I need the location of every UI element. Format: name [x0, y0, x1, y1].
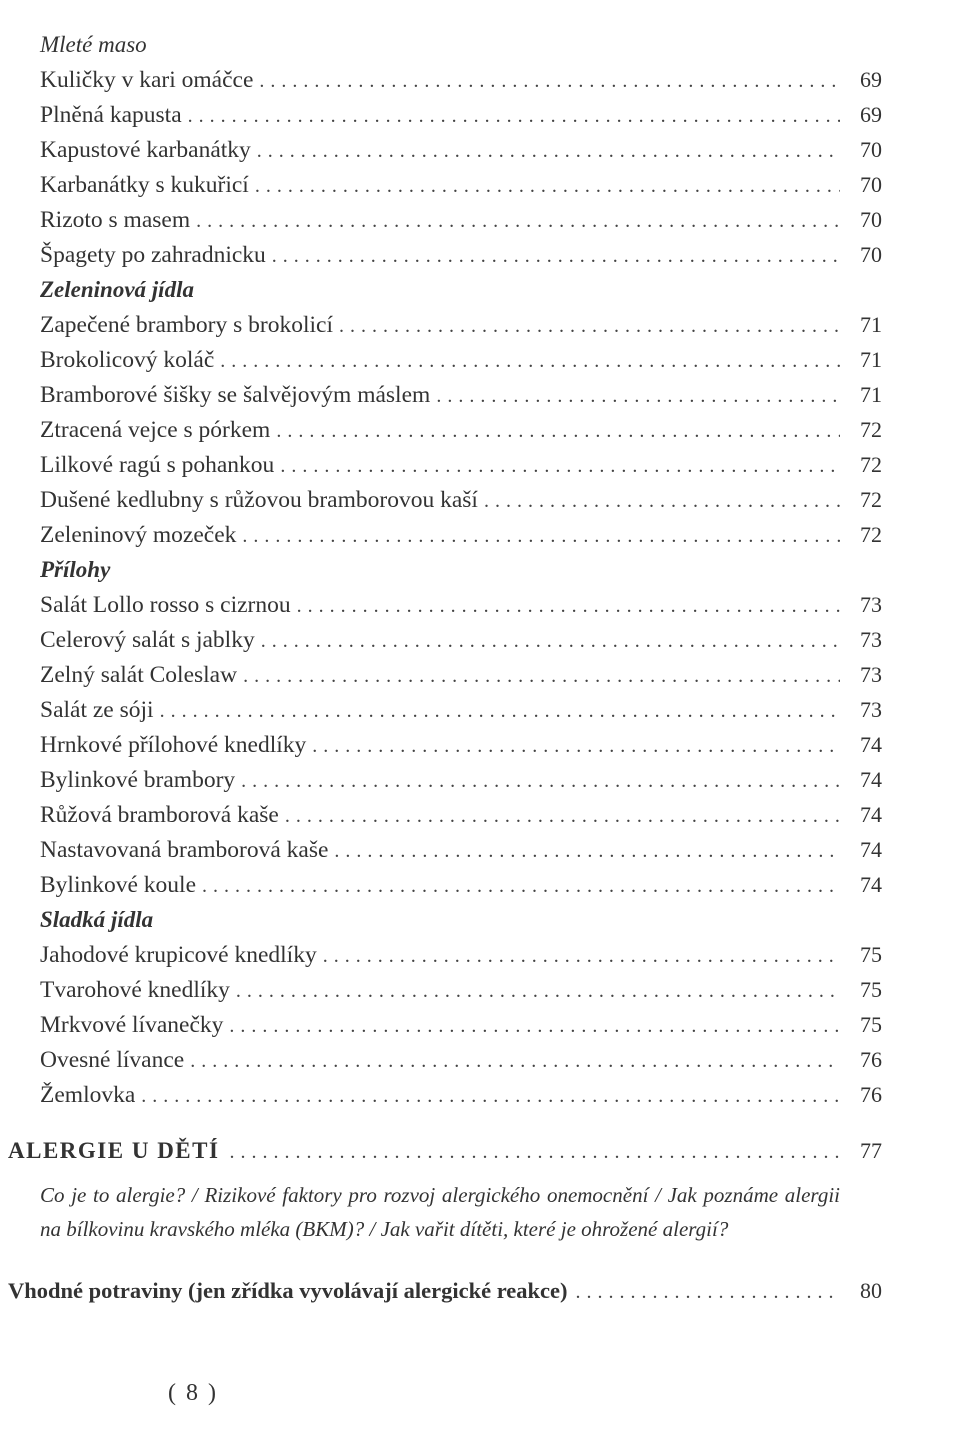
entry-page-number: 71: [860, 312, 882, 337]
chapter-description: Co je to alergie? / Rizikové faktory pro rozvoj alergického onemocnění / Jak poznáme alergii na bílkovinu kravského mléka (BKM)? / Jak vařit dítěti, které je ohrožené alergií?: [40, 1183, 840, 1241]
entry-title: Brokolicový koláč: [40, 347, 215, 373]
toc-entry: [40, 447, 882, 482]
entry-page-number: 74: [860, 802, 882, 827]
toc-entry: [40, 1007, 882, 1042]
dot-leader: [229, 1009, 840, 1044]
entry-page-number: 74: [860, 732, 882, 757]
dot-leader: [160, 694, 840, 729]
entry-page-number: 70: [860, 207, 882, 232]
dot-leader: [280, 449, 840, 484]
toc-entry: [40, 482, 882, 517]
toc-entry: [40, 657, 882, 692]
dot-leader: [255, 169, 840, 204]
entry-page-number: 73: [860, 697, 882, 722]
toc-entry: [40, 307, 882, 342]
dot-leader: [241, 764, 840, 799]
toc-entry: [40, 377, 882, 412]
entry-title: Celerový salát s jablky: [40, 627, 255, 653]
entry-title: Ovesné lívance: [40, 1047, 185, 1073]
dot-leader: [276, 414, 840, 449]
toc-entry: [40, 412, 882, 447]
entry-page-number: 72: [860, 452, 882, 477]
toc-entry: [40, 132, 882, 167]
entry-title: Salát ze sóji: [40, 697, 154, 723]
entry-title: Zeleninový mozeček: [40, 522, 237, 548]
entry-title: Nastavovaná bramborová kaše: [40, 837, 329, 863]
toc-entry: [40, 517, 882, 552]
entry-title: Zapečené brambory s brokolicí: [40, 312, 333, 338]
dot-leader: [141, 1079, 840, 1114]
entry-page-number: 74: [860, 837, 882, 862]
toc-entry: [40, 937, 882, 972]
dot-leader: [334, 834, 840, 869]
dot-leader: [259, 64, 840, 99]
entry-title: Hrnkové přílohové knedlíky: [40, 732, 307, 758]
dot-leader: [297, 589, 840, 624]
dot-leader: [576, 1281, 840, 1304]
chapter-title: ALERGIE U DĚTÍ: [8, 1138, 220, 1163]
entry-page-number: 69: [860, 67, 882, 92]
dot-leader: [436, 379, 840, 414]
dot-leader: [339, 309, 840, 344]
entry-page-number: 75: [860, 1012, 882, 1037]
dot-leader: [236, 974, 840, 1009]
entry-title: Salát Lollo rosso s cizrnou: [40, 592, 291, 618]
category-heading: Zeleninová jídla: [40, 277, 194, 302]
entry-page-number: 69: [860, 102, 882, 127]
entry-title: Karbanátky s kukuřicí: [40, 172, 249, 198]
entry-page-number: 73: [860, 627, 882, 652]
category-heading: Přílohy: [40, 557, 111, 582]
entry-title: Rizoto s masem: [40, 207, 191, 233]
entry-page-number: 73: [860, 662, 882, 687]
entry-page-number: 70: [860, 242, 882, 267]
dot-leader: [484, 484, 840, 519]
entry-page-number: 76: [860, 1082, 882, 1107]
dot-leader: [323, 939, 840, 974]
entry-page-number: 76: [860, 1047, 882, 1072]
dot-leader: [190, 1044, 840, 1079]
toc-entry: [40, 972, 882, 1007]
toc-entry: [40, 62, 882, 97]
entry-title: Dušené kedlubny s růžovou bramborovou kaší: [40, 487, 478, 513]
entry-page-number: 71: [860, 347, 882, 372]
dot-leader: [257, 134, 840, 169]
entry-title: Kapustové karbanátky: [40, 137, 251, 163]
dot-leader: [285, 799, 840, 834]
subchapter-entry: [8, 1278, 882, 1304]
toc-entry: [40, 1042, 882, 1077]
toc-entry: [40, 692, 882, 727]
page-folio: ( 8 ): [168, 1380, 218, 1406]
entry-page-number: 70: [860, 137, 882, 162]
entry-page-number: 75: [860, 942, 882, 967]
entry-title: Bylinkové koule: [40, 872, 196, 898]
entry-title: Špagety po zahradnicku: [40, 242, 266, 268]
dot-leader: [229, 1141, 840, 1164]
dot-leader: [220, 344, 840, 379]
toc-entry: [40, 832, 882, 867]
entry-page-number: 70: [860, 172, 882, 197]
entry-title: Plněná kapusta: [40, 102, 182, 128]
entry-page-number: 74: [860, 767, 882, 792]
entry-page-number: 72: [860, 487, 882, 512]
entry-page-number: 74: [860, 872, 882, 897]
dot-leader: [202, 869, 840, 904]
entry-page-number: 71: [860, 382, 882, 407]
subchapter-title: Vhodné potraviny (jen zřídka vyvolávají alergické reakce): [8, 1278, 568, 1303]
entry-title: Ztracená vejce s pórkem: [40, 417, 271, 443]
dot-leader: [243, 659, 840, 694]
toc-entry: [40, 237, 882, 272]
entry-title: Zelný salát Coleslaw: [40, 662, 238, 688]
entry-page-number: 72: [860, 417, 882, 442]
toc-entry: [40, 797, 882, 832]
chapter-entry: [8, 1138, 882, 1164]
toc-entry: [40, 202, 882, 237]
entry-title: Bylinkové brambory: [40, 767, 236, 793]
entry-page-number: 72: [860, 522, 882, 547]
dot-leader: [261, 624, 840, 659]
toc-entry: [40, 867, 882, 902]
toc-entry: [40, 1077, 882, 1112]
entry-title: Žemlovka: [40, 1082, 136, 1108]
subchapter-page-number: 80: [860, 1278, 882, 1303]
chapter-page-number: 77: [860, 1138, 882, 1163]
toc-entry: [40, 727, 882, 762]
entry-title: Jahodové krupicové knedlíky: [40, 942, 317, 968]
dot-leader: [196, 204, 840, 239]
entry-title: Kuličky v kari omáčce: [40, 67, 254, 93]
toc-entry: [40, 342, 882, 377]
toc-entry: [40, 97, 882, 132]
toc-entry: [40, 587, 882, 622]
entry-title: Lilkové ragú s pohankou: [40, 452, 275, 478]
dot-leader: [312, 729, 840, 764]
toc-sections: [40, 27, 882, 1112]
toc-entry: [40, 762, 882, 797]
entry-title: Bramborové šišky se šalvějovým máslem: [40, 382, 431, 408]
dot-leader: [188, 99, 840, 134]
entry-title: Růžová bramborová kaše: [40, 802, 279, 828]
category-heading: Sladká jídla: [40, 907, 154, 932]
toc-entry: [40, 167, 882, 202]
category-heading: Mleté maso: [40, 32, 147, 57]
entry-title: Tvarohové knedlíky: [40, 977, 230, 1003]
dot-leader: [272, 239, 840, 274]
dot-leader: [242, 519, 840, 554]
entry-page-number: 73: [860, 592, 882, 617]
entry-page-number: 75: [860, 977, 882, 1002]
entry-title: Mrkvové lívanečky: [40, 1012, 224, 1038]
toc-entry: [40, 622, 882, 657]
